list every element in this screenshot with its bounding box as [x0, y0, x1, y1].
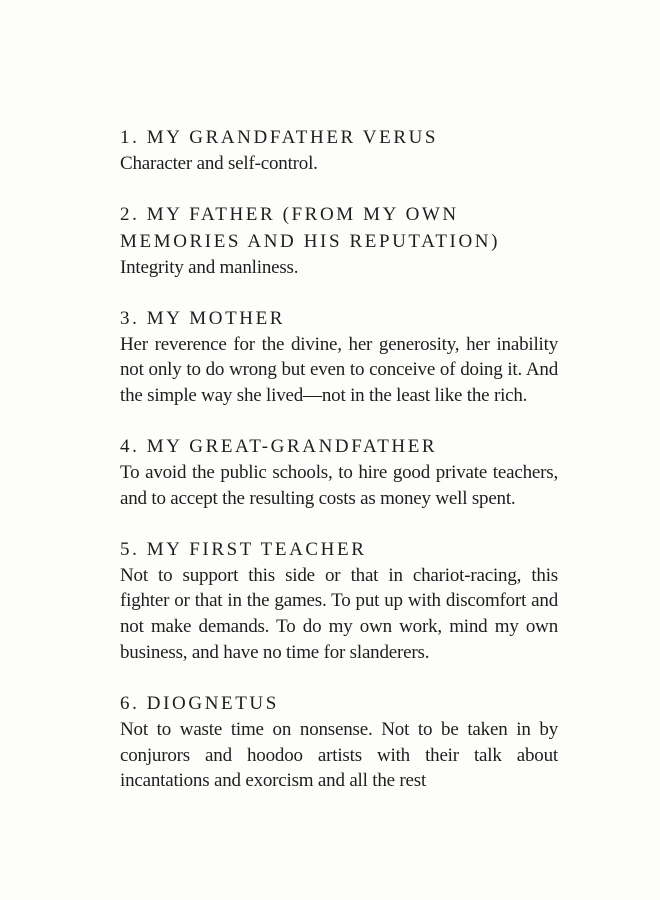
entry-text: Her reverence for the divine, her generosity, her inability not only to do wrong but even to conceive of doing it. And the simple way she lived—not in the least like the rich. — [120, 333, 558, 407]
entry-heading: 3. MY MOTHER — [120, 307, 286, 329]
entry-heading: 5. MY FIRST TEACHER — [120, 538, 367, 560]
entry-text: Integrity and manliness. — [120, 256, 299, 278]
entry-text: Not to waste time on nonsense. Not to be taken in by conjurors and hoodoo artists with their talk about incantations and exorcism and all the rest — [120, 718, 558, 792]
entry-1 — [120, 124, 558, 177]
entry-6 — [120, 690, 558, 794]
entry-text: Character and self-control. — [120, 153, 318, 174]
entry-text: Not to support this side or that in chariot-racing, this fighter or that in the games. To put up with discomfort and not make demands. To do my own work, mind my own business, and have no time for slanderers. — [120, 564, 558, 663]
page-content — [120, 124, 558, 818]
entry-text: To avoid the public schools, to hire good private teachers, and to accept the resulting costs as money well spent. — [120, 461, 558, 509]
entry-3 — [120, 305, 558, 409]
entry-heading: 6. DIOGNETUS — [120, 692, 279, 714]
entry-2 — [120, 201, 558, 281]
entry-heading: 4. MY GREAT-GRANDFATHER — [120, 435, 438, 457]
entry-4 — [120, 433, 558, 512]
entry-5 — [120, 536, 558, 666]
entry-heading: 1. MY GRANDFATHER VERUS — [120, 127, 439, 148]
entry-heading: 2. MY FATHER (FROM MY OWN MEMORIES AND HIS REPUTATION) — [120, 203, 501, 252]
